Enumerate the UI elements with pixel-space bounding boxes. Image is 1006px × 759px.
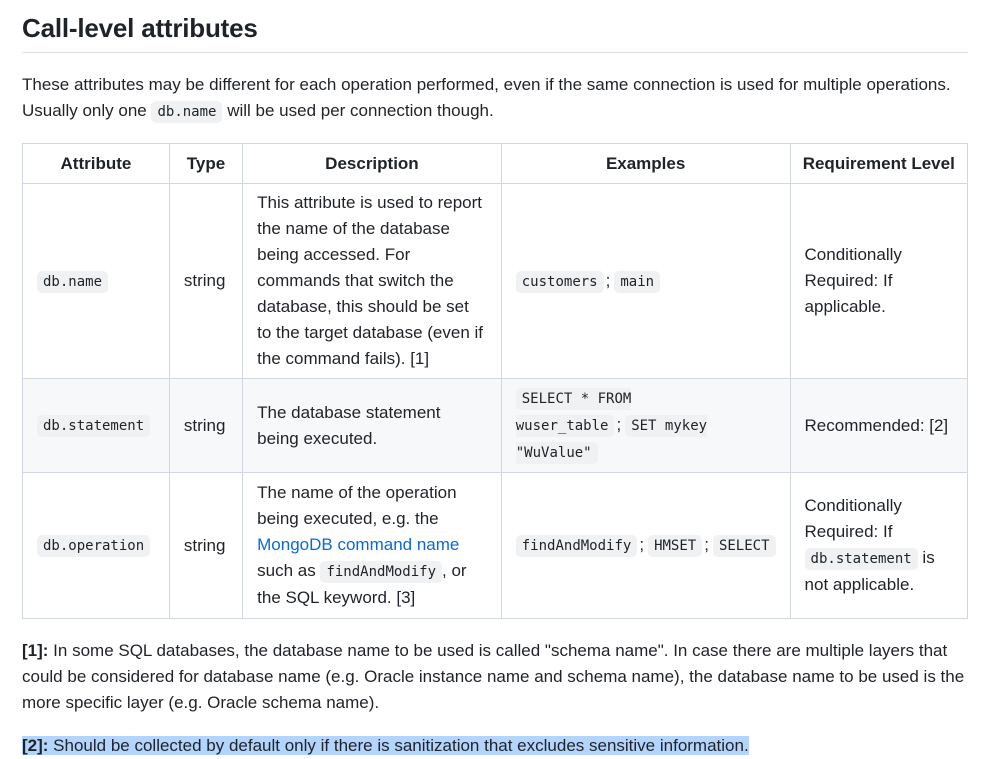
cell-attribute xyxy=(23,184,170,379)
cell-type: string xyxy=(169,184,242,379)
example-code: SELECT * FROM wuser_table xyxy=(516,388,632,437)
footnote-marker: [2]: xyxy=(22,736,49,755)
example-code: HMSET xyxy=(648,535,702,557)
mongodb-command-name-link[interactable]: MongoDB command name xyxy=(257,535,460,554)
table-row xyxy=(23,379,968,473)
example-code: customers xyxy=(516,271,604,293)
footnote-1 xyxy=(22,638,968,716)
description-text: such as xyxy=(257,561,321,580)
cell-requirement: Conditionally Required: If applicable. xyxy=(790,184,967,379)
cell-attribute xyxy=(23,379,170,473)
intro-text-before: These attributes may be different for each operation performed, even if the same connection is used for multiple operations. Usually only one xyxy=(22,75,951,120)
footnote-marker: [1]: xyxy=(22,641,49,660)
header-description: Description xyxy=(243,144,502,184)
footnote-2 xyxy=(22,733,968,759)
header-type: Type xyxy=(169,144,242,184)
example-code: findAndModify xyxy=(516,535,638,557)
intro-text-after: will be used per connection though. xyxy=(222,101,494,120)
attribute-code: db.operation xyxy=(37,535,150,557)
cell-examples xyxy=(501,184,790,379)
cell-attribute xyxy=(23,473,170,619)
cell-description xyxy=(243,473,502,619)
table-header-row xyxy=(23,144,968,184)
header-requirement-level: Requirement Level xyxy=(790,144,967,184)
header-examples: Examples xyxy=(501,144,790,184)
example-separator: ; xyxy=(605,270,611,290)
requirement-code: db.statement xyxy=(805,548,918,570)
attribute-code: db.name xyxy=(37,271,108,293)
footnote-text: In some SQL databases, the database name to be used is called "schema name". In case there are multiple layers that could be considered for database name (e.g. Oracle instance name and schema name), the database name to be used is the more specific layer (e.g. Oracle schema name). xyxy=(22,641,965,712)
cell-type: string xyxy=(169,379,242,473)
example-separator: ; xyxy=(616,415,622,434)
requirement-text: is not applicable. xyxy=(804,548,935,594)
example-code: SELECT xyxy=(713,535,776,557)
attributes-table xyxy=(22,143,968,619)
example-code: SET mykey "WuValue" xyxy=(516,415,707,464)
footnote-text: Should be collected by default only if there is sanitization that excludes sensitive information. xyxy=(48,736,749,755)
example-separator: ; xyxy=(704,535,709,554)
cell-description: This attribute is used to report the name of the database being accessed. For commands that switch the database, this should be set to the target database (even if the command fails). [1] xyxy=(243,184,502,379)
description-text: , or the SQL keyword. [3] xyxy=(257,561,467,607)
cell-requirement: Recommended: [2] xyxy=(790,379,967,473)
cell-examples xyxy=(501,379,790,473)
intro-code: db.name xyxy=(151,101,222,123)
requirement-text: Conditionally Required: If xyxy=(804,496,902,541)
footnotes xyxy=(22,638,968,759)
section-heading: Call-level attributes xyxy=(22,0,968,53)
table-row xyxy=(23,473,968,619)
header-attribute: Attribute xyxy=(23,144,170,184)
cell-type: string xyxy=(169,473,242,619)
example-code: main xyxy=(614,271,660,293)
description-code: findAndModify xyxy=(320,561,442,583)
cell-description: The database statement being executed. xyxy=(243,379,502,473)
description-text: The name of the operation being executed, e.g. the xyxy=(257,483,457,528)
attribute-code: db.statement xyxy=(37,415,150,437)
example-separator: ; xyxy=(639,535,645,554)
cell-requirement xyxy=(790,473,967,619)
cell-examples xyxy=(501,473,790,619)
table-row xyxy=(23,184,968,379)
page-content xyxy=(22,0,968,759)
intro-paragraph xyxy=(22,72,968,125)
